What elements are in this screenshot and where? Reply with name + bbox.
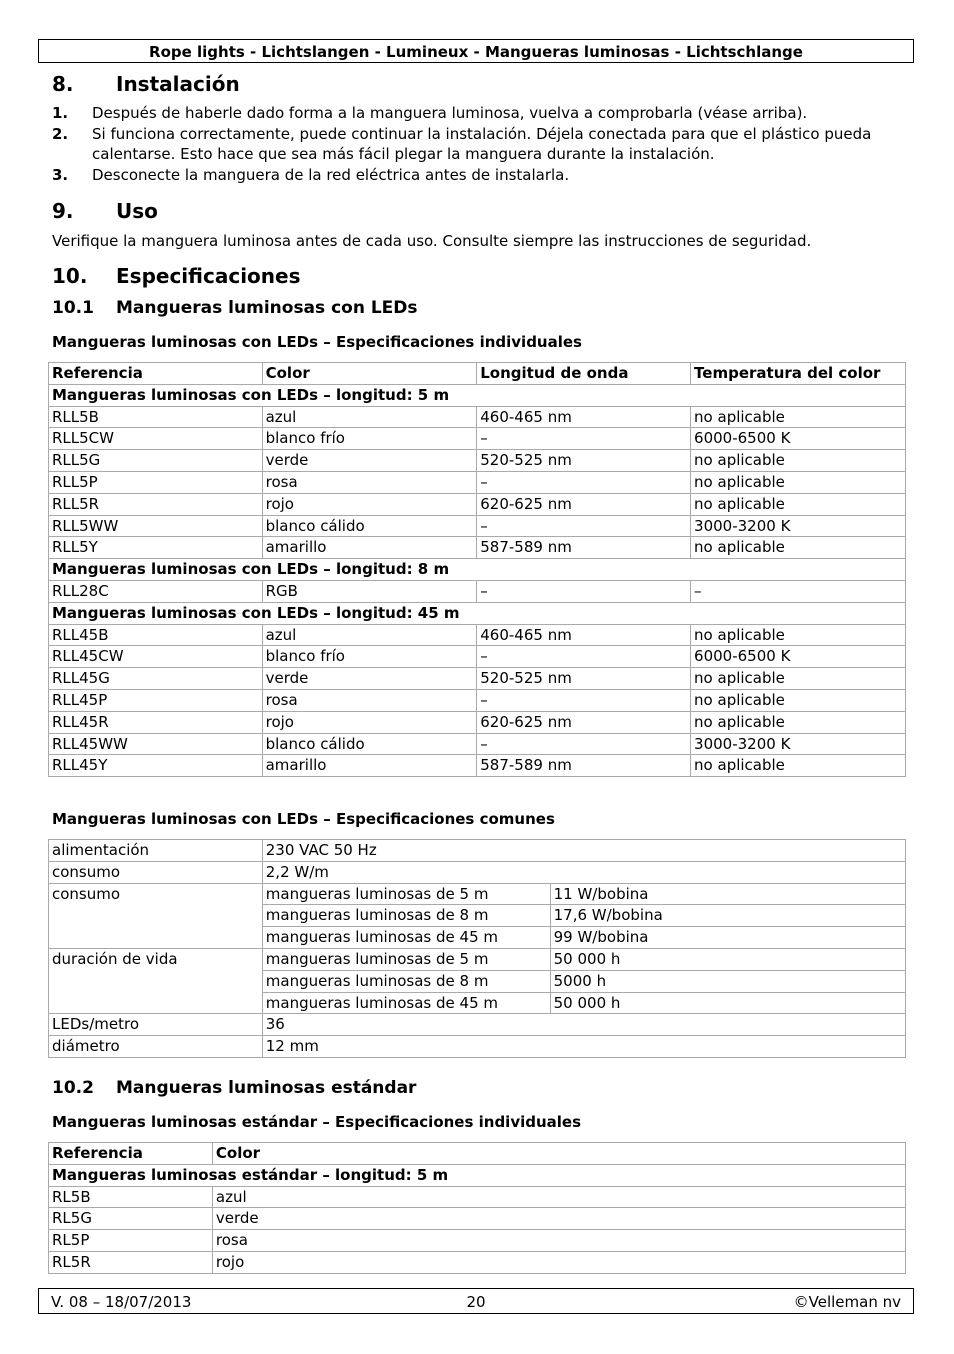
table-cell: RLL45R	[49, 711, 263, 733]
spec-sublabel: mangueras luminosas de 8 m	[262, 905, 550, 927]
table-cell: 520-525 nm	[477, 668, 691, 690]
table-row	[49, 883, 906, 905]
table-row	[49, 580, 906, 602]
table-cell: no aplicable	[691, 471, 906, 493]
column-header: Referencia	[49, 1143, 213, 1165]
table-row	[49, 1186, 906, 1208]
column-header: Temperatura del color	[691, 363, 906, 385]
table-row	[49, 689, 906, 711]
table-cell: 587-589 nm	[477, 537, 691, 559]
table-row	[49, 471, 906, 493]
table-cell: no aplicable	[691, 624, 906, 646]
table-cell: RLL45WW	[49, 733, 263, 755]
table-cell: rosa	[212, 1230, 905, 1252]
group-label: Mangueras luminosas con LEDs – longitud: 8 m	[49, 559, 906, 581]
page-number: 20	[466, 1293, 486, 1311]
table-cell: rosa	[262, 471, 477, 493]
table-cell: RLL5WW	[49, 515, 263, 537]
heading-installation	[52, 72, 240, 96]
page-footer	[38, 1288, 914, 1314]
item-number: 1.	[52, 104, 69, 122]
item-text: Después de haberle dado forma a la manguera luminosa, vuelva a comprobarla (véase arriba).	[92, 104, 808, 122]
spec-label: consumo	[49, 883, 263, 948]
table-cell: blanco cálido	[262, 515, 477, 537]
spec-value: 17,6 W/bobina	[550, 905, 905, 927]
column-header: Color	[212, 1143, 905, 1165]
table-header-row	[49, 363, 906, 385]
table-cell: 3000-3200 K	[691, 515, 906, 537]
spec-value: 11 W/bobina	[550, 883, 905, 905]
footer-version: V. 08 – 18/07/2013	[51, 1293, 192, 1311]
item-text: Desconecte la manguera de la red eléctrica antes de instalarla.	[92, 166, 570, 184]
led-individual-specs-table	[48, 362, 906, 777]
table-cell: –	[477, 733, 691, 755]
table-cell: RLL45Y	[49, 755, 263, 777]
table-row	[49, 537, 906, 559]
spec-label: LEDs/metro	[49, 1014, 263, 1036]
table-cell: –	[477, 646, 691, 668]
table-cell: –	[477, 689, 691, 711]
spec-label: duración de vida	[49, 948, 263, 1013]
table-group-row	[49, 384, 906, 406]
table-cell: amarillo	[262, 537, 477, 559]
heading-number: 9.	[52, 199, 74, 223]
table-cell: no aplicable	[691, 493, 906, 515]
item-number: 3.	[52, 166, 69, 184]
heading-number: 8.	[52, 72, 74, 96]
heading-use	[52, 199, 158, 223]
table-row	[49, 646, 906, 668]
table-row	[49, 733, 906, 755]
table-row	[49, 1036, 906, 1058]
heading-title: Mangueras luminosas estándar	[116, 1078, 417, 1098]
table-row	[49, 755, 906, 777]
table-cell: amarillo	[262, 755, 477, 777]
table-cell: 460-465 nm	[477, 406, 691, 428]
table-cell: RGB	[262, 580, 477, 602]
heading-number: 10.2	[52, 1078, 94, 1098]
table-cell: –	[477, 515, 691, 537]
table-cell: RLL28C	[49, 580, 263, 602]
table-row	[49, 515, 906, 537]
spec-value: 5000 h	[550, 970, 905, 992]
table-caption-led-individual: Mangueras luminosas con LEDs – Especificaciones individuales	[52, 333, 582, 351]
footer-copyright: ©Velleman nv	[793, 1293, 901, 1311]
heading-number: 10.1	[52, 298, 94, 318]
table-cell: –	[691, 580, 906, 602]
spec-value: 36	[262, 1014, 905, 1036]
table-cell: RLL5R	[49, 493, 263, 515]
spec-label: diámetro	[49, 1036, 263, 1058]
spec-sublabel: mangueras luminosas de 45 m	[262, 927, 550, 949]
table-row	[49, 711, 906, 733]
table-caption-standard-individual: Mangueras luminosas estándar – Especificaciones individuales	[52, 1113, 582, 1131]
table-row	[49, 450, 906, 472]
table-row	[49, 493, 906, 515]
table-cell: 620-625 nm	[477, 711, 691, 733]
item-number: 2.	[52, 125, 69, 143]
table-cell: 620-625 nm	[477, 493, 691, 515]
table-cell: –	[477, 471, 691, 493]
table-cell: 6000-6500 K	[691, 646, 906, 668]
table-cell: azul	[262, 406, 477, 428]
running-header: Rope lights - Lichtslangen - Lumineux - Mangueras luminosas - Lichtschlange	[38, 39, 914, 63]
heading-led-ropes	[52, 298, 418, 318]
heading-number: 10.	[52, 264, 88, 288]
table-row	[49, 624, 906, 646]
spec-value: 2,2 W/m	[262, 861, 905, 883]
table-cell: blanco frío	[262, 428, 477, 450]
spec-value: 12 mm	[262, 1036, 905, 1058]
table-group-row	[49, 1164, 906, 1186]
table-cell: verde	[262, 450, 477, 472]
table-row	[49, 668, 906, 690]
spec-label: alimentación	[49, 840, 263, 862]
list-item	[52, 165, 882, 185]
table-cell: RL5R	[49, 1251, 213, 1273]
table-cell: RLL45CW	[49, 646, 263, 668]
table-cell: 587-589 nm	[477, 755, 691, 777]
table-caption-led-common: Mangueras luminosas con LEDs – Especificaciones comunes	[52, 810, 555, 828]
column-header: Referencia	[49, 363, 263, 385]
table-header-row	[49, 1143, 906, 1165]
table-row	[49, 406, 906, 428]
spec-value: 50 000 h	[550, 992, 905, 1014]
table-row	[49, 1251, 906, 1273]
table-cell: RLL5Y	[49, 537, 263, 559]
led-common-specs-table	[48, 839, 906, 1058]
use-paragraph: Verifique la manguera luminosa antes de cada uso. Consulte siempre las instrucciones de seguridad.	[52, 232, 812, 250]
table-row	[49, 948, 906, 970]
table-cell: no aplicable	[691, 668, 906, 690]
table-row	[49, 840, 906, 862]
table-row	[49, 1230, 906, 1252]
heading-specifications	[52, 264, 301, 288]
list-item	[52, 124, 882, 164]
table-cell: azul	[212, 1186, 905, 1208]
table-cell: rosa	[262, 689, 477, 711]
table-cell: RLL5B	[49, 406, 263, 428]
table-cell: no aplicable	[691, 537, 906, 559]
table-cell: RLL45P	[49, 689, 263, 711]
heading-title: Mangueras luminosas con LEDs	[116, 298, 418, 318]
table-cell: blanco cálido	[262, 733, 477, 755]
table-cell: RLL5CW	[49, 428, 263, 450]
group-label: Mangueras luminosas estándar – longitud: 5 m	[49, 1164, 906, 1186]
spec-label: consumo	[49, 861, 263, 883]
table-cell: no aplicable	[691, 711, 906, 733]
installation-steps	[52, 103, 882, 186]
table-row	[49, 1014, 906, 1036]
table-cell: rojo	[262, 711, 477, 733]
table-group-row	[49, 602, 906, 624]
table-row	[49, 1208, 906, 1230]
column-header: Longitud de onda	[477, 363, 691, 385]
table-cell: –	[477, 580, 691, 602]
table-cell: no aplicable	[691, 689, 906, 711]
table-cell: 460-465 nm	[477, 624, 691, 646]
heading-standard-ropes	[52, 1078, 416, 1098]
column-header: Color	[262, 363, 477, 385]
table-cell: rojo	[262, 493, 477, 515]
spec-sublabel: mangueras luminosas de 8 m	[262, 970, 550, 992]
list-item	[52, 103, 882, 123]
table-cell: 520-525 nm	[477, 450, 691, 472]
table-cell: blanco frío	[262, 646, 477, 668]
table-cell: verde	[262, 668, 477, 690]
table-cell: –	[477, 428, 691, 450]
item-text: Si funciona correctamente, puede continuar la instalación. Déjela conectada para que el plástico pueda calentarse. Esto hace que sea más fácil plegar la manguera durante la instalación.	[92, 125, 872, 163]
spec-value: 230 VAC 50 Hz	[262, 840, 905, 862]
table-cell: verde	[212, 1208, 905, 1230]
table-cell: no aplicable	[691, 406, 906, 428]
spec-value: 99 W/bobina	[550, 927, 905, 949]
heading-title: Especificaciones	[116, 264, 301, 288]
table-cell: RL5B	[49, 1186, 213, 1208]
table-cell: 3000-3200 K	[691, 733, 906, 755]
table-group-row	[49, 559, 906, 581]
standard-individual-specs-table	[48, 1142, 906, 1274]
table-cell: RL5G	[49, 1208, 213, 1230]
table-cell: RLL5G	[49, 450, 263, 472]
spec-sublabel: mangueras luminosas de 5 m	[262, 948, 550, 970]
table-cell: RL5P	[49, 1230, 213, 1252]
table-cell: no aplicable	[691, 450, 906, 472]
table-cell: 6000-6500 K	[691, 428, 906, 450]
heading-title: Uso	[116, 199, 158, 223]
table-cell: no aplicable	[691, 755, 906, 777]
heading-title: Instalación	[116, 72, 240, 96]
table-cell: RLL45B	[49, 624, 263, 646]
group-label: Mangueras luminosas con LEDs – longitud: 5 m	[49, 384, 906, 406]
table-cell: RLL5P	[49, 471, 263, 493]
table-row	[49, 428, 906, 450]
table-cell: RLL45G	[49, 668, 263, 690]
spec-sublabel: mangueras luminosas de 45 m	[262, 992, 550, 1014]
spec-value: 50 000 h	[550, 948, 905, 970]
spec-sublabel: mangueras luminosas de 5 m	[262, 883, 550, 905]
table-cell: rojo	[212, 1251, 905, 1273]
table-row	[49, 861, 906, 883]
group-label: Mangueras luminosas con LEDs – longitud: 45 m	[49, 602, 906, 624]
table-cell: azul	[262, 624, 477, 646]
